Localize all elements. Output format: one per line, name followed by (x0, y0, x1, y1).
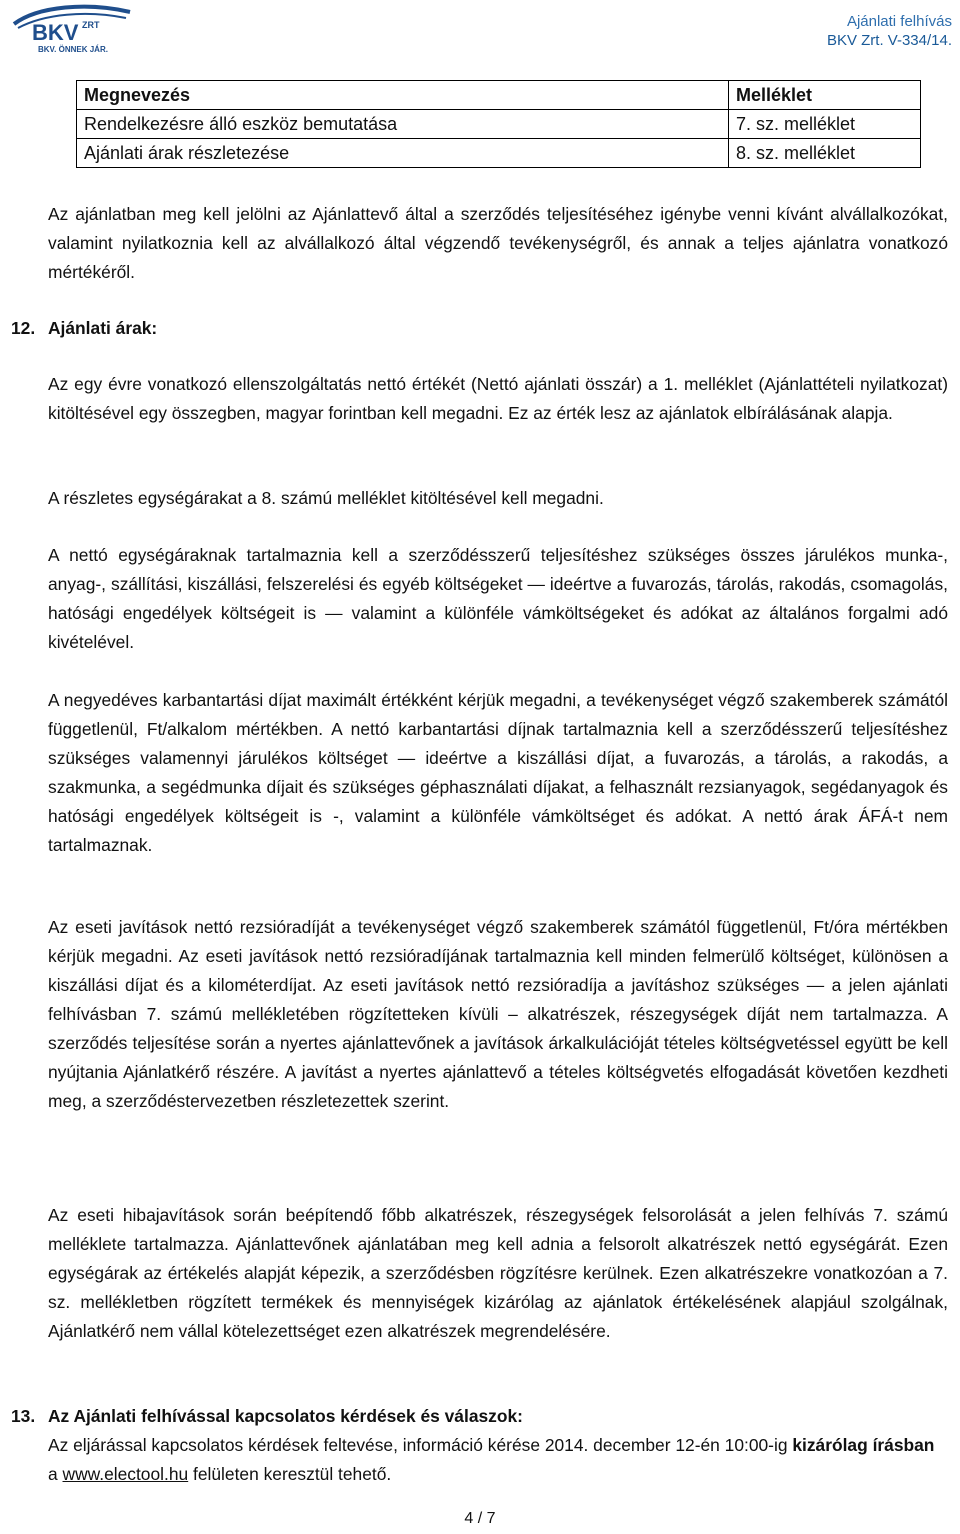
document-header-info (827, 12, 952, 50)
section-13-text-after: felületen keresztül tehető. (188, 1464, 392, 1484)
section-13-heading (11, 1402, 523, 1431)
page-number: 4 / 7 (464, 1510, 496, 1527)
section-12-paragraph-4: A negyedéves karbantartási díjat maximált értékként kérjük megadni, a tevékenységet végző szakemberek számától függetlenül, Ft/alkalom mértékben. A nettó karbantartási díjnak tartalmaznia kell a szerződésszerű teljesítéshez szükséges valamennyi járulékos költséget — ideértve a kiszállási díjat, a fuvarozás, a tárolás, a rakodás, a szakmunka, a segédmunka díjait és szükséges géphasználati díjakat, a felhasznált rezsianyagok, segédanyagok és hatósági engedélyek költségeit is -, valamint a különféle vámköltséget és adókat. A nettó árak ÁFÁ-t nem tartalmaznak. (48, 690, 948, 855)
doc-type: Ajánlati felhívás (846, 13, 952, 30)
section-12-title: Ajánlati árak: (48, 318, 158, 338)
table-cell-annex: 8. sz. melléklet (729, 139, 921, 168)
logo-tagline: BKV. ÖNNEK JÁR. (38, 45, 108, 54)
logo-text: BKV (32, 20, 79, 45)
bkv-logo-graphic (8, 2, 136, 54)
table-row (77, 110, 921, 139)
section-13-bold-text: kizárólag írásban (792, 1435, 935, 1455)
intro-paragraph: Az ajánlatban meg kell jelölni az Ajánlattevő által a szerződés teljesítéséhez igénybe venni kívánt alvállalkozókat, valamint nyilatkoznia kell az alvállalkozó által végzendő tevékenységről, és annak a teljes ajánlatra vonatkozó mértékéről. (48, 204, 948, 282)
section-12-paragraph-6: Az eseti hibajavítások során beépítendő főbb alkatrészek, részegységek felsorolását a jelen felhívás 7. számú melléklete tartalmazza. Ajánlattevőnek ajánlatában meg kell adnia a felsorolt alkatrészek nettó egységárát. Ezen egységárak az értékelés alapját képezik, a szerződésben rögzítésre kerülnek. Ezen alkatrészekre vonatkozóan a 7. sz. mellékletben rögzített termékek és mennyiségek kizárólag az ajánlatok értékelésének alapjául szolgálnak, Ajánlatkérő nem vállal kötelezettséget ezen alkatrészek megrendelésére. (48, 1205, 948, 1341)
table-header-row (77, 81, 921, 110)
section-13-paragraph (48, 1431, 948, 1489)
annex-table (76, 80, 921, 168)
logo-badge: ZRT (82, 20, 100, 30)
table-row (77, 139, 921, 168)
table-header-name: Megnevezés (77, 81, 729, 110)
doc-reference: BKV Zrt. V-334/14. (826, 32, 952, 49)
section-13-text-before: Az eljárással kapcsolatos kérdések feltevése, információ kérése 2014. december 12-én 10:00-ig (48, 1435, 793, 1455)
section-12-heading (11, 314, 157, 343)
section-12-paragraph-1: Az egy évre vonatkozó ellenszolgáltatás nettó értékét (Nettó ajánlati összár) a 1. melléklet (Ajánlattételi nyilatkozat) kitöltésével egy összegben, magyar forintban kell megadni. Ez az érték lesz az ajánlatok elbírálásának alapja. (48, 374, 948, 423)
section-13-number: 13. (11, 1406, 36, 1426)
table-cell-name: Ajánlati árak részletezése (77, 139, 729, 168)
electool-link[interactable]: www.electool.hu (62, 1464, 189, 1484)
table-header-annex: Melléklet (729, 81, 921, 110)
bkv-logo (8, 2, 136, 54)
section-12-number: 12. (11, 318, 36, 338)
section-12-paragraph-3: A nettó egységáraknak tartalmaznia kell a szerződésszerű teljesítéshez szükséges összes járulékos munka-, anyag-, szállítási, kiszállási, felszerelési és egyéb költségeket — ideértve a fuvarozás, tárolás, rakodás, csomagolás, hatósági engedélyek költségeit is — valamint a különféle vámköltségeket és adókat az általános forgalmi adó kivételével. (48, 545, 948, 652)
section-13-text-mid: a (48, 1464, 63, 1484)
section-12-paragraph-2: A részletes egységárakat a 8. számú melléklet kitöltésével kell megadni. (48, 488, 604, 508)
table-cell-annex: 7. sz. melléklet (729, 110, 921, 139)
section-12-paragraph-5: Az eseti javítások nettó rezsióradíját a tevékenységet végző szakemberek számától függetlenül, Ft/óra mértékben kérjük megadni. Az eseti javítások nettó rezsióradíjának tartalmaznia kell minden felmerülő költséget, különösen a kiszállási díjat és a kilométerdíjat. Az eseti javítások nettó rezsióradíja a javításhoz szükséges — a jelen ajánlati felhívásban 7. számú mellékletében rögzítetteken kívüli – alkatrészek, részegységek díját nem tartalmazza. A szerződés teljesítése során a nyertes ajánlattevőnek a javítások árkalkulációját tételes költségvetéssel együtt be kell nyújtania Ajánlatkérő részére. A javítást a nyertes ajánlattevő a tételes költségvetés elfogadását követően kezdheti meg, a szerződéstervezetben részletezettek szerint. (48, 917, 948, 1111)
section-13-title: Az Ajánlati felhívással kapcsolatos kérdések és válaszok: (48, 1406, 523, 1426)
table-cell-name: Rendelkezésre álló eszköz bemutatása (77, 110, 729, 139)
